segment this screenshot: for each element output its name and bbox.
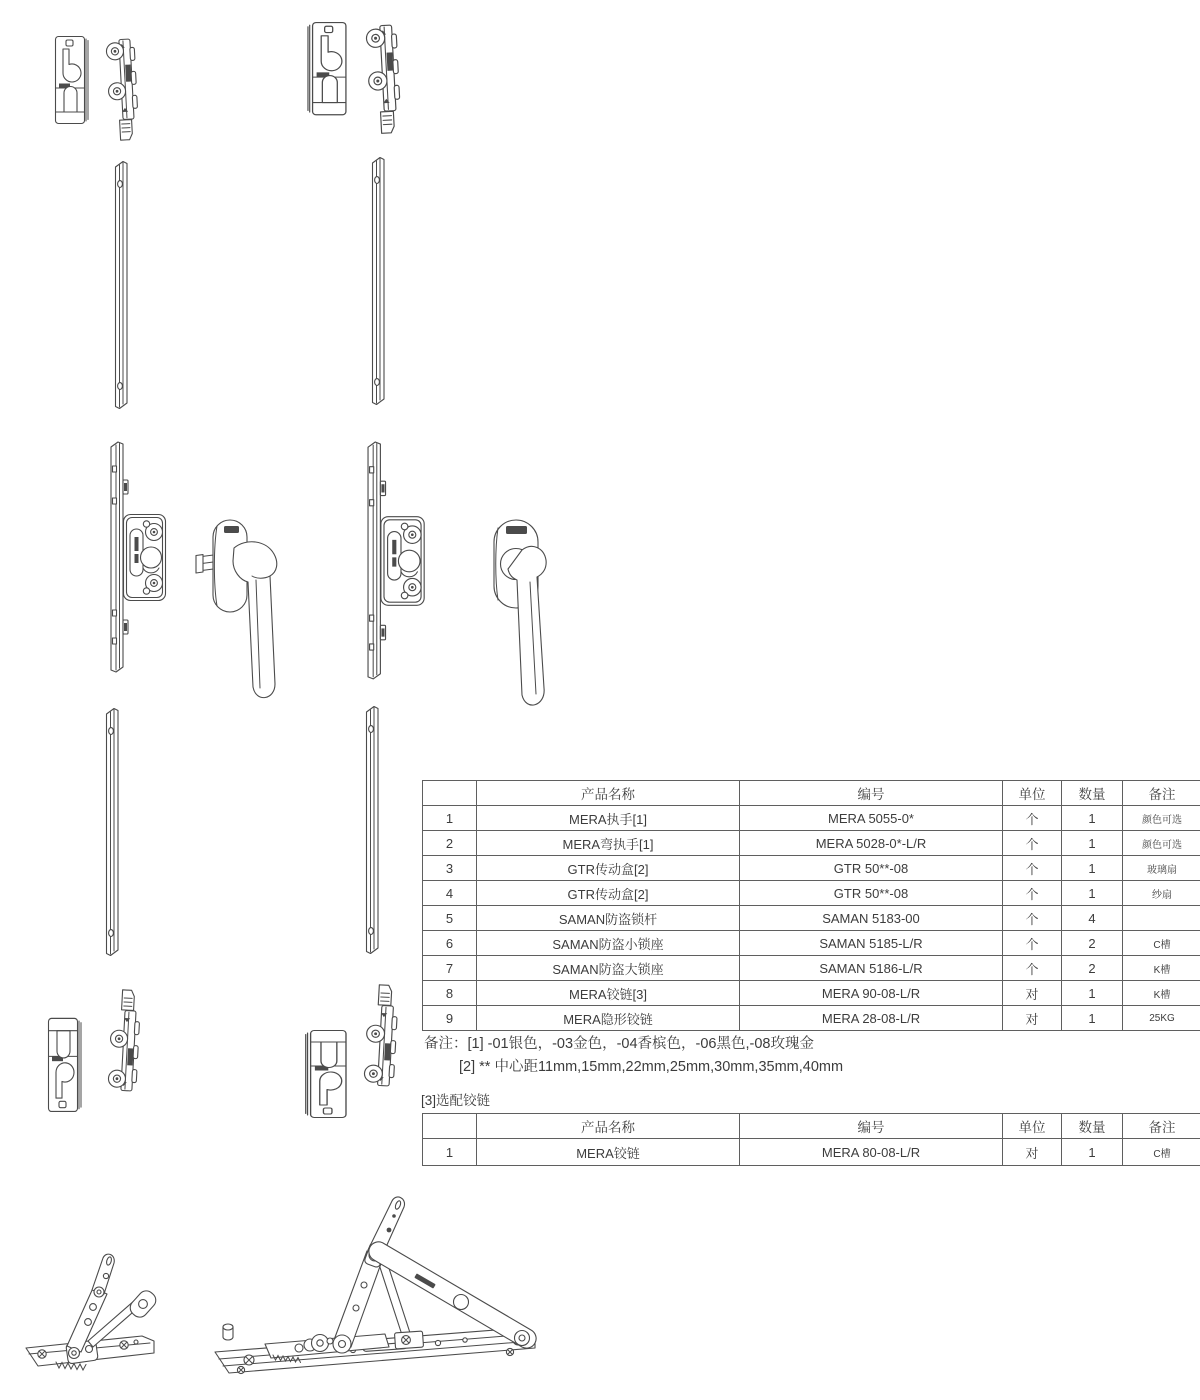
straight-handle (196, 520, 277, 698)
cell: K槽 (1123, 981, 1200, 1006)
header-cell: 备注 (1123, 781, 1200, 806)
table-row (423, 881, 1200, 906)
hinge-small (26, 1254, 159, 1370)
lock-rod-bar-top-left (116, 162, 128, 409)
header-row (423, 1114, 1200, 1139)
lock-rod-bar-bottom-left (107, 709, 119, 956)
anti-theft-lock-rod-end-small (106, 39, 139, 141)
cell: 25KG (1123, 1006, 1200, 1031)
cell: 颜色可选 (1123, 831, 1200, 856)
cell: 6 (423, 931, 477, 956)
table-row (423, 831, 1200, 856)
table-row (423, 956, 1200, 981)
cell: 玻璃扇 (1123, 856, 1200, 881)
anti-theft-keeper-small (56, 37, 89, 124)
header-cell: 编号 (740, 781, 1003, 806)
table-row (423, 806, 1200, 831)
cell: 对 (1003, 1006, 1062, 1031)
header-cell (423, 781, 477, 806)
keeper-small-bottom (49, 1018, 82, 1111)
cell: GTR 50**-08 (740, 881, 1003, 906)
cell: MERA隐形铰链 (477, 1006, 740, 1031)
cell: 2 (1062, 931, 1123, 956)
cell: 个 (1003, 881, 1062, 906)
cell: MERA弯执手[1] (477, 831, 740, 856)
lock-rod-bar-top-right (373, 158, 385, 405)
lock-rod-end-bottom-right (364, 984, 399, 1086)
cell: 个 (1003, 856, 1062, 881)
cell: MERA执手[1] (477, 806, 740, 831)
header-cell: 产品名称 (477, 1114, 740, 1139)
cell: SAMAN 5185-L/R (740, 931, 1003, 956)
optional-hinge-label: [3]选配铰链 (421, 1093, 491, 1108)
cell: 1 (1062, 806, 1123, 831)
cell: SAMAN防盗小锁座 (477, 931, 740, 956)
optional-hinge-table (422, 1113, 1200, 1166)
cell: 个 (1003, 806, 1062, 831)
keeper-large-bottom (306, 1031, 346, 1118)
anti-theft-keeper-large (308, 23, 346, 115)
brand-mark (506, 526, 527, 534)
table-row (423, 1139, 1200, 1166)
cell: GTR传动盒[2] (477, 881, 740, 906)
cell: 个 (1003, 931, 1062, 956)
cell: 4 (1062, 906, 1123, 931)
cell: GTR传动盒[2] (477, 856, 740, 881)
note-1-text: [1] -01银色，-03金色，-04香槟色，-06黑色,-08玫瑰金 (467, 1036, 814, 1052)
cell: 个 (1003, 906, 1062, 931)
cell: 3 (423, 856, 477, 881)
table-row (423, 931, 1200, 956)
cell: MERA 5028-0*-L/R (740, 831, 1003, 856)
header-cell (423, 1114, 477, 1139)
cell: 9 (423, 1006, 477, 1031)
cell: 个 (1003, 956, 1062, 981)
cell: C槽 (1123, 1139, 1200, 1166)
cell: SAMAN防盗大锁座 (477, 956, 740, 981)
header-cell: 数量 (1062, 1114, 1123, 1139)
cell: 1 (1062, 1139, 1123, 1166)
cell: MERA铰链 (477, 1139, 740, 1166)
cell: 8 (423, 981, 477, 1006)
cell: 纱扇 (1123, 881, 1200, 906)
note-line-1 (424, 1036, 814, 1053)
header-cell: 数量 (1062, 781, 1123, 806)
cell: 1 (1062, 981, 1123, 1006)
anti-theft-lock-rod-end-large (366, 25, 402, 134)
cell: GTR 50**-08 (740, 856, 1003, 881)
header-cell: 单位 (1003, 1114, 1062, 1139)
brand-mark (224, 526, 239, 533)
gearbox-screen-sash (368, 442, 424, 679)
header-cell: 单位 (1003, 781, 1062, 806)
header-cell: 备注 (1123, 1114, 1200, 1139)
lock-rod-end-bottom-left (108, 989, 141, 1091)
note-line-2: [2] ** 中心距11mm,15mm,22mm,25mm,30mm,35mm,40mm (459, 1059, 844, 1075)
cell: MERA 28-08-L/R (740, 1006, 1003, 1031)
cell: SAMAN防盗锁杆 (477, 906, 740, 931)
table-row (423, 1006, 1200, 1031)
bent-handle (494, 520, 546, 705)
header-cell: 编号 (740, 1114, 1003, 1139)
cell: 2 (1062, 956, 1123, 981)
cell: MERA 5055-0* (740, 806, 1003, 831)
cell: SAMAN 5186-L/R (740, 956, 1003, 981)
lock-rod-bar-bottom-right (367, 707, 379, 954)
cell: 1 (423, 1139, 477, 1166)
cell: 5 (423, 906, 477, 931)
cell: 个 (1003, 831, 1062, 856)
cell: 1 (1062, 1006, 1123, 1031)
cell: SAMAN 5183-00 (740, 906, 1003, 931)
header-row (423, 781, 1200, 806)
cell: 1 (1062, 856, 1123, 881)
cell (1123, 906, 1200, 931)
table-row (423, 906, 1200, 931)
cell: 颜色可选 (1123, 806, 1200, 831)
hinge-large (215, 1197, 536, 1374)
cell: 1 (1062, 881, 1123, 906)
cell: MERA铰链[3] (477, 981, 740, 1006)
note-label: 备注： (424, 1036, 468, 1052)
cell: 对 (1003, 1139, 1062, 1166)
cell: 1 (1062, 831, 1123, 856)
cell: C槽 (1123, 931, 1200, 956)
cell: 4 (423, 881, 477, 906)
cell: K槽 (1123, 956, 1200, 981)
cell: MERA 90-08-L/R (740, 981, 1003, 1006)
cell: 1 (423, 806, 477, 831)
gearbox-glass-sash (111, 442, 166, 672)
cell: 对 (1003, 981, 1062, 1006)
table-row (423, 856, 1200, 881)
header-cell: 产品名称 (477, 781, 740, 806)
table-row (423, 981, 1200, 1006)
cell: MERA 80-08-L/R (740, 1139, 1003, 1166)
cell: 2 (423, 831, 477, 856)
cell: 7 (423, 956, 477, 981)
main-parts-table (422, 780, 1200, 1031)
